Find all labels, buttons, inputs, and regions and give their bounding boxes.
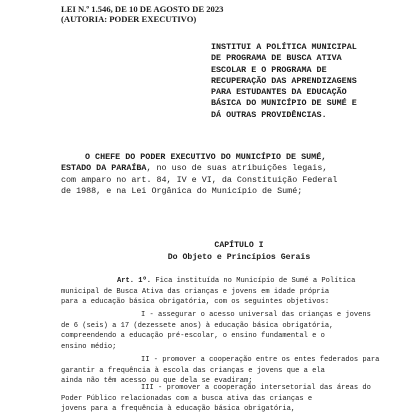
ementa-line: DÁ OUTRAS PROVIDÊNCIAS. [211, 109, 327, 120]
article-1-line: municipal de Busca Ativa das crianças e jovens em idade própria [61, 287, 330, 296]
chapter-subtitle: Do Objeto e Princípios Gerais [167, 253, 311, 262]
item-i-line: compreendendo a educação pré-escolar, o ensino fundamental e o [61, 332, 325, 341]
item-iii-line: jovens para a frequência à educação básica obrigatória, [61, 405, 296, 414]
item-iii [61, 383, 417, 415]
law-number-heading: LEI N.º 1.546, DE 10 DE AGOSTO DE 2023 [61, 4, 224, 14]
item-i [61, 310, 417, 352]
item-ii-line: ainda não têm acesso ou que dela se evadiram; [61, 377, 253, 386]
ementa-line: DE PROGRAMA DE BUSCA ATIVA [211, 53, 342, 64]
article-1-line: para a educação básica obrigatória, com os seguintes objetivos: [61, 298, 330, 307]
authorship-line: (AUTORIA: PODER EXECUTIVO) [61, 14, 197, 24]
item-i-line: I - assegurar o acesso universal das crianças e jovens [141, 311, 371, 319]
article-1-label: Art. 1º. [117, 277, 152, 285]
article-1-text: Fica instituída no Município de Sumé a Política [151, 277, 356, 285]
article-1 [61, 276, 417, 308]
preamble-line: com amparo no art. 84, IV e VI, da Constituição Federal [61, 174, 338, 185]
item-ii-line: II - promover a cooperação entre os entes federados para [141, 356, 380, 364]
ementa-line: RECUPERAÇÃO DAS APRENDIZAGENS [211, 75, 357, 86]
preamble-state-bold: ESTADO DA PARAÍBA [61, 163, 147, 174]
ementa-line: ESCOLAR E O PROGRAMA DE [211, 64, 327, 75]
preamble-line: de 1988, e na Lei Orgânica do Município de Sumé; [61, 186, 303, 197]
item-ii [61, 355, 417, 387]
ementa-line: BÁSICA DO MUNICÍPIO DE SUMÉ E [211, 98, 357, 109]
item-ii-line: garantir a frequência à escola das crianças e jovens que a ela [61, 366, 325, 375]
preamble-authority-bold: O CHEFE DO PODER EXECUTIVO DO MUNICÍPIO DE SUMÉ, [85, 152, 327, 162]
item-iii-line: III - promover a cooperação intersetorial das áreas do [141, 384, 371, 392]
chapter-title: CAPÍTULO I [214, 241, 264, 250]
law-summary-ementa [211, 42, 419, 121]
item-i-line: de 6 (seis) a 17 (dezessete anos) à educação básica obrigatória, [61, 321, 334, 330]
preamble-text: , no uso de suas atribuições legais, [146, 163, 328, 174]
preamble-paragraph [61, 152, 417, 198]
ementa-line: PARA ESTUDANTES DA EDUCAÇÃO [211, 87, 347, 98]
item-i-line: ensino médio; [61, 342, 117, 351]
item-iii-line: Poder Público relacionadas com a busca ativa das crianças e [61, 394, 313, 403]
ementa-line: INSTITUI A POLÍTICA MUNICIPAL [211, 42, 357, 52]
